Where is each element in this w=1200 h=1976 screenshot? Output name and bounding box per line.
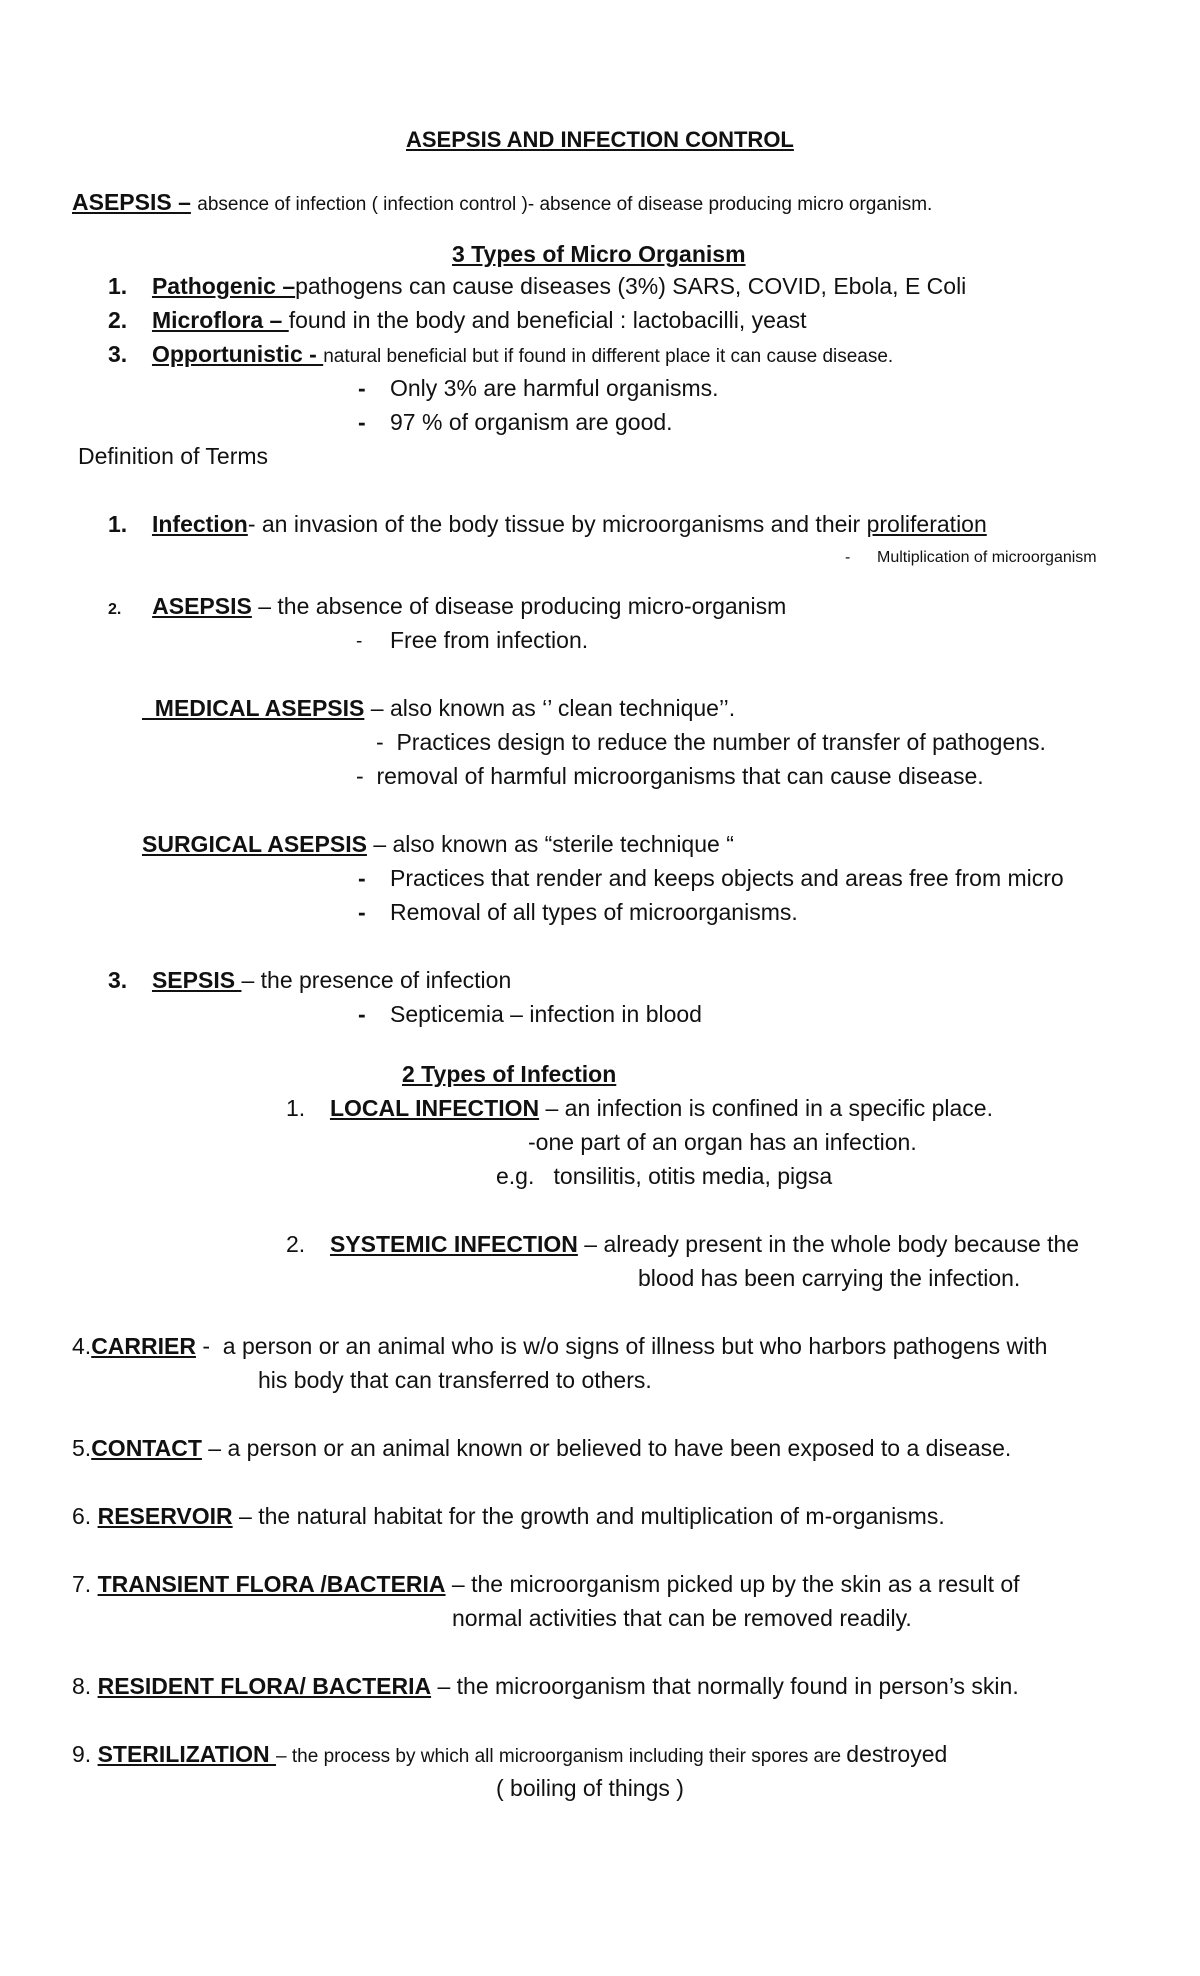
item-number: 2. xyxy=(286,1231,306,1257)
carrier-line: his body that can transferred to others. xyxy=(258,1367,652,1393)
item-number: 6. xyxy=(72,1503,98,1529)
definition-sterilization xyxy=(72,1740,947,1771)
definition-reservoir xyxy=(72,1502,945,1530)
item-number: 1. xyxy=(108,273,128,299)
item-text: – already present in the whole body because the xyxy=(577,1231,1080,1257)
definition-resident-flora xyxy=(72,1672,1019,1700)
item-number: 1. xyxy=(286,1095,306,1121)
item-number: 9. xyxy=(72,1741,98,1767)
local-infection-line: -one part of an organ has an infection. xyxy=(528,1129,917,1155)
medical-note: - Practices design to reduce the number of transfer of pathogens. xyxy=(376,729,1046,755)
systemic-infection-line: blood has been carrying the infection. xyxy=(638,1265,1021,1291)
item-term: CONTACT xyxy=(91,1435,202,1461)
definition-contact xyxy=(72,1434,1011,1462)
dash: - xyxy=(358,865,366,891)
item-text: found in the body and beneficial : lactobacilli, yeast xyxy=(288,307,807,333)
item-number: 4. xyxy=(72,1333,92,1359)
transient-flora-line: normal activities that can be removed readily. xyxy=(452,1605,912,1631)
item-number: 2. xyxy=(108,307,128,333)
micro-note: Only 3% are harmful organisms. xyxy=(390,375,719,401)
surgical-asepsis-term: SURGICAL ASEPSIS xyxy=(142,831,367,857)
dash: - xyxy=(845,549,851,566)
definitions-heading: Definition of Terms xyxy=(78,443,269,469)
dash: - xyxy=(358,1001,366,1027)
item-term: ASEPSIS xyxy=(152,593,252,619)
item-text: – an infection is confined in a specific place. xyxy=(539,1095,993,1121)
micro-type-item xyxy=(108,272,966,300)
medical-asepsis xyxy=(142,694,735,722)
asepsis-intro xyxy=(72,188,932,219)
item-number: 5. xyxy=(72,1435,92,1461)
proliferation-term: proliferation xyxy=(866,511,987,537)
sterilization-example: ( boiling of things ) xyxy=(496,1775,684,1801)
micro-types-heading: 3 Types of Micro Organism xyxy=(452,241,746,267)
infection-types-heading: 2 Types of Infection xyxy=(402,1061,617,1087)
dash: - xyxy=(358,375,366,401)
local-infection-examples: e.g. tonsilitis, otitis media, pigsa xyxy=(496,1163,833,1189)
asepsis-intro-term: ASEPSIS – xyxy=(72,189,191,215)
asepsis-intro-text: absence of infection ( infection control )- absence of disease producing micro organism. xyxy=(197,194,933,215)
item-term: RESERVOIR xyxy=(97,1503,233,1529)
document-title: ASEPSIS AND INFECTION CONTROL xyxy=(406,127,794,152)
item-text-tail: destroyed xyxy=(846,1741,948,1767)
item-text: - a person or an animal who is w/o signs of illness but who harbors pathogens with xyxy=(195,1333,1048,1359)
item-term: TRANSIENT FLORA /BACTERIA xyxy=(97,1571,446,1597)
surgical-asepsis xyxy=(142,830,734,858)
dash: - xyxy=(358,409,366,435)
item-text: - an invasion of the body tissue by microorganisms and their xyxy=(247,511,867,537)
item-term: RESIDENT FLORA/ BACTERIA xyxy=(97,1673,432,1699)
item-text: pathogens can cause diseases (3%) SARS, COVID, Ebola, E Coli xyxy=(295,273,967,299)
definition-infection xyxy=(108,510,987,538)
item-text: – a person or an animal known or believed to have been exposed to a disease. xyxy=(201,1435,1012,1461)
item-term: LOCAL INFECTION xyxy=(329,1095,540,1121)
surgical-asepsis-text: – also known as “sterile technique “ xyxy=(366,831,734,857)
systemic-infection xyxy=(286,1230,1079,1258)
surgical-note: Removal of all types of microorganisms. xyxy=(390,899,798,925)
item-text: – the microorganism picked up by the skin as a result of xyxy=(445,1571,1020,1597)
item-text: – the absence of disease producing micro-organism xyxy=(251,593,787,619)
medical-asepsis-term: MEDICAL ASEPSIS xyxy=(142,695,365,721)
medical-note: - removal of harmful microorganisms that can cause disease. xyxy=(356,763,984,789)
item-text: – the microorganism that normally found in person’s skin. xyxy=(431,1673,1019,1699)
surgical-note: Practices that render and keeps objects and areas free from micro xyxy=(390,865,1064,891)
medical-asepsis-text: – also known as ‘’ clean technique’’. xyxy=(364,695,736,721)
item-number: 2. xyxy=(108,601,122,618)
item-number: 3. xyxy=(108,341,128,367)
item-term: SEPSIS xyxy=(151,967,242,993)
micro-type-item xyxy=(108,340,893,371)
item-term: Opportunistic - xyxy=(151,341,324,367)
infection-note: Multiplication of microorganism xyxy=(877,549,1097,566)
sepsis-note: Septicemia – infection in blood xyxy=(390,1001,702,1027)
item-number: 1. xyxy=(108,511,128,537)
item-number: 7. xyxy=(72,1571,98,1597)
item-number: 3. xyxy=(108,967,128,993)
item-text: – the presence of infection xyxy=(241,967,512,993)
item-term: Infection xyxy=(151,511,248,537)
item-term: STERILIZATION xyxy=(97,1741,277,1767)
micro-type-item xyxy=(108,306,807,334)
item-text: natural beneficial but if found in different place it can cause disease. xyxy=(323,346,894,367)
dash: - xyxy=(356,631,363,652)
definition-transient-flora xyxy=(72,1570,1020,1598)
dash: - xyxy=(358,899,366,925)
item-text: – the process by which all microorganism including their spores are xyxy=(276,1746,847,1767)
item-term: CARRIER xyxy=(91,1333,196,1359)
definition-sepsis xyxy=(108,966,511,994)
item-term: Pathogenic – xyxy=(151,273,296,299)
definition-asepsis xyxy=(108,592,786,624)
item-number: 8. xyxy=(72,1673,98,1699)
definition-carrier xyxy=(72,1332,1047,1360)
item-text: – the natural habitat for the growth and multiplication of m-organisms. xyxy=(232,1503,945,1529)
asepsis-note: Free from infection. xyxy=(390,627,589,653)
micro-note: 97 % of organism are good. xyxy=(390,409,673,435)
item-term: SYSTEMIC INFECTION xyxy=(329,1231,578,1257)
local-infection xyxy=(286,1094,993,1122)
item-term: Microflora – xyxy=(151,307,289,333)
